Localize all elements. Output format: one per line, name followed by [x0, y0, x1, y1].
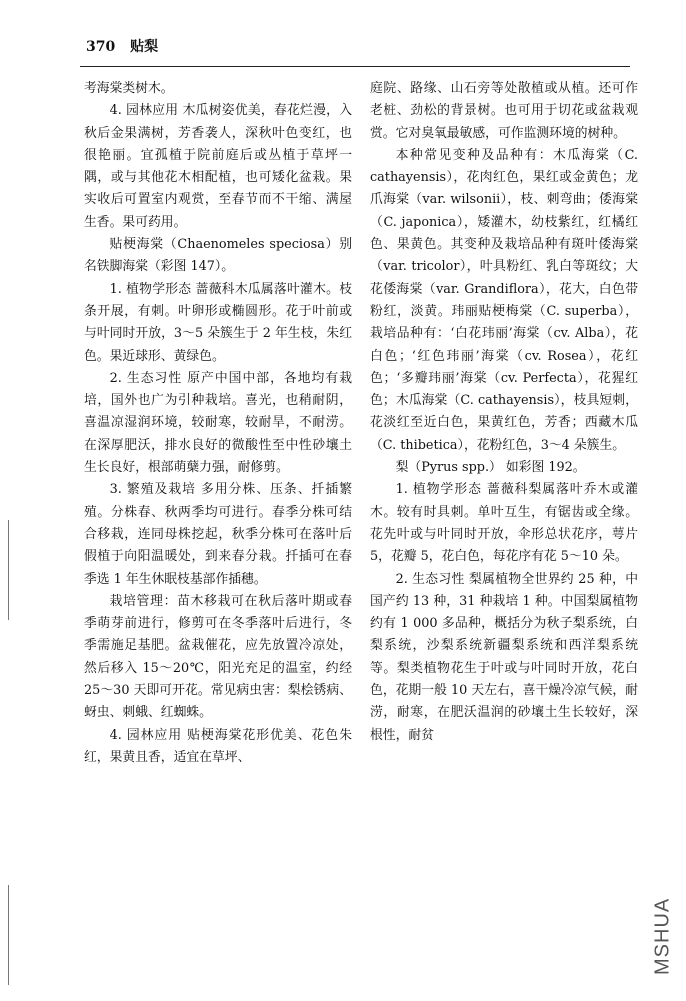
paragraph: 4. 园林应用 木瓜树姿优美，春花烂漫，入秋后金果满树，芳香袭人，深秋叶色变红，也很艳丽。宜孤植于院前庭后或丛植于草坪一隅，或与其他花木相配植，也可矮化盆栽。果实收后可置室内观赏，至春节而不干缩、满屋生香。果可药用。 — [84, 103, 352, 230]
watermark: MSHUA — [651, 897, 674, 975]
paragraph: 梨（Pyrus spp.） 如彩图 192。 — [395, 460, 586, 476]
paragraph: 2. 生态习性 梨属植物全世界约 25 种，中国产约 13 种，31 种栽培 1 种。中国梨属植物约有 1 000 多品种，概括分为秋子梨系统，白梨系统，沙梨系统新疆梨系统和西洋梨系统等。梨类植物花生于叶或与叶同时开放，花白色，花期一般 10 天左右，喜干燥冷凉气候，耐涝，耐寒，在肥沃温润的砂壤土生长较好，深根性，耐贫 — [370, 571, 638, 743]
running-header — [86, 36, 626, 58]
paragraph: 本种常见变种及品种有：木瓜海棠（C. cathayensis），花肉红色，果红或金黄色；龙爪海棠（var. wilsonii），枝、刺弯曲；倭海棠（C. japonica），矮灌木，幼枝紫红，红橘红色、果黄色。其变种及栽培品种有斑叶倭海棠（var. tricolor），叶具粉红、乳白等斑纹；大花倭海棠（var. Grandiflora），花大，白色带粉红，淡黄。玮丽贴梗梅棠（C. superba），栽培品种有：‘白花玮丽’海棠（cv. Alba），花白色；‘红色玮丽’海棠（cv. Rosea），花红色；‘多瓣玮丽’海棠（cv. Perfecta），花猩红色；木瓜海棠（C. cathayensis），枝具短刺，花淡红至近白色，果黄红色，芳香；西藏木瓜（C. thibetica），花粉红色，3～4 朵簇生。 — [370, 147, 638, 453]
paragraph: 3. 繁殖及栽培 多用分株、压条、扦插繁殖。分株春、秋两季均可进行。春季分株可结合移栽，连同母株挖起，秋季分株可在落叶后假植于向阳温暖处，到来春分栽。扦插可在春季选 1 年生休眠枝基部作插穗。 — [84, 482, 352, 587]
paragraph: 1. 植物学形态 蔷薇科梨属落叶乔木或灌木。较有时具刺。单叶互生，有锯齿或全缘。花先叶或与叶同时开放，伞形总状花序，萼片 5，花瓣 5，花白色，每花序有花 5～10 朵。 — [370, 482, 638, 565]
paragraph: 考海棠类树木。 — [84, 81, 174, 96]
header-rule — [80, 66, 630, 67]
paragraph: 栽培管理：苗木移栽可在秋后落叶期或春季萌芽前进行，修剪可在冬季落叶后进行，冬季需施足基肥。盆栽催花，应先放置冷凉处，然后移入 15～20℃，阳光充足的温室，约经 25～30 天即可开花。常见病虫害：梨桧锈病、蚜虫、刺蛾、红蜘蛛。 — [84, 593, 352, 721]
page-number: 370 — [86, 39, 116, 55]
paragraph: 贴梗海棠（Chaenomeles speciosa）别名铁脚海棠（彩图 147）。 — [84, 237, 352, 275]
running-title: 贴梨 — [130, 39, 159, 55]
scan-edge-mark — [8, 520, 9, 620]
left-column — [84, 78, 352, 769]
paragraph: 1. 植物学形态 蔷薇科木瓜属落叶灌木。枝条开展，有刺。叶卵形或椭圆形。花于叶前或与叶同时开放，3～5 朵簇生于 2 年生枝，朱红色。果近球形、黄绿色。 — [84, 281, 352, 364]
scan-edge-mark — [8, 885, 9, 985]
right-column — [370, 78, 638, 747]
paragraph: 4. 园林应用 贴梗海棠花形优美、花色朱红，果黄且香，适宜在草坪、 — [84, 727, 352, 765]
paragraph: 2. 生态习性 原产中国中部，各地均有栽培，国外也广为引种栽培。喜光，也稍耐阴，喜温凉湿润环境，较耐寒，较耐旱，不耐涝。在深厚肥沃，排水良好的微酸性至中性砂壤土生长良好，根部萌蘖力强，耐修剪。 — [84, 370, 352, 476]
paragraph: 庭院、路缘、山石旁等处散植或从植。还可作老桩、劲松的背景树。也可用于切花或盆栽观赏。它对臭氧最敏感，可作监测环境的树种。 — [370, 81, 638, 141]
